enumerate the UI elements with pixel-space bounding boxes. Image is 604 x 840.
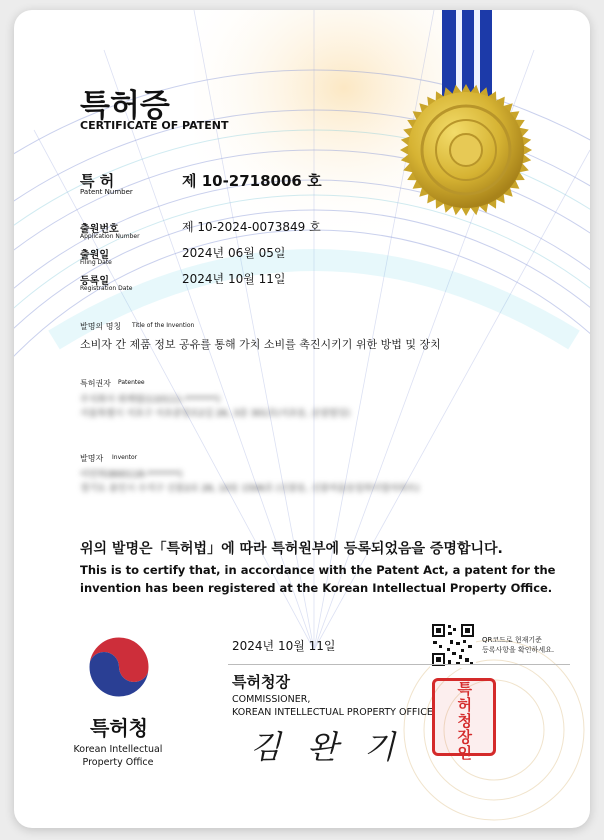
- application-label-en: Application Number: [80, 233, 140, 240]
- invention-label-en: Title of the Invention: [132, 322, 195, 329]
- inventor-label-en: Inventor: [112, 454, 138, 461]
- kipo-taegeuk-logo-icon: [84, 632, 154, 702]
- patentee-name: 주식회사 위캐릴(110111-*******): [80, 395, 220, 405]
- qr-note-1: QR코드로 현재기준: [482, 636, 542, 644]
- official-red-stamp: [432, 678, 496, 761]
- qr-code-icon[interactable]: [430, 622, 476, 668]
- gold-seal: [400, 84, 532, 216]
- invention-title: 소비자 간 제품 정보 공유를 통해 가치 소비를 촉진시키기 위한 방법 및 장치: [80, 338, 441, 351]
- patentee-label-ko: 특허권자: [80, 379, 111, 388]
- patent-number-label-ko: 특 허: [80, 172, 115, 190]
- office-name-en-2: Property Office: [82, 757, 154, 768]
- inventor-address: 경기도 용인시 수지구 신봉2로 26, 10동 1506호 (신봉동, 신봉마을동일하이빌아파트): [80, 484, 420, 494]
- commissioner-signature: 김 완 기: [250, 728, 404, 766]
- filing-label-en: Filing Date: [80, 259, 112, 266]
- filing-label-ko: 출원일: [80, 250, 109, 261]
- signature-divider: [228, 664, 570, 665]
- certification-statement-en-2: invention has been registered at the Korean Intellectual Property Office.: [80, 581, 553, 595]
- commissioner-title-en-1: COMMISSIONER,: [232, 694, 311, 705]
- certificate-title-en: CERTIFICATE OF PATENT: [80, 119, 229, 132]
- registration-label-ko: 등록일: [80, 276, 109, 287]
- office-logo-text: 특허청: [90, 716, 148, 740]
- application-label-ko: 출원번호: [80, 224, 119, 235]
- inventor-label-ko: 발명자: [80, 454, 104, 463]
- patentee-address: 서울특별시 서초구 서초중앙로2길 26, 3층 301호(서초동, 운암빌딩): [80, 409, 350, 419]
- commissioner-title-en-2: KOREAN INTELLECTUAL PROPERTY OFFICE: [232, 707, 433, 718]
- certification-statement-ko: 위의 발명은「특허법」에 따라 특허원부에 등록되었음을 증명합니다.: [80, 541, 503, 557]
- office-name-en-1: Korean Intellectual: [73, 744, 163, 755]
- filing-date-value: 2024년 06월 05일: [182, 246, 286, 260]
- issue-date: 2024년 10월 11일: [232, 639, 336, 653]
- invention-label-ko: 발명의 명칭: [80, 322, 122, 331]
- registration-date-value: 2024년 10월 11일: [182, 272, 286, 286]
- patent-number-value: 제 10-2718006 호: [182, 172, 322, 190]
- patent-number-label-en: Patent Number: [80, 188, 133, 196]
- qr-note-2: 등록사항을 확인하세요.: [482, 646, 555, 654]
- inventor-name: 이민하(800118-*******): [80, 470, 183, 480]
- commissioner-title-ko: 특허청장: [232, 673, 290, 691]
- certificate-title-ko: 특허증: [80, 88, 170, 124]
- patentee-label-en: Patentee: [118, 379, 145, 386]
- application-number-value: 제 10-2024-0073849 호: [182, 220, 321, 234]
- stamp-text: 특허청장인: [455, 681, 474, 761]
- security-background: [14, 10, 590, 828]
- certificate-card: [14, 10, 590, 828]
- registration-label-en: Registration Date: [80, 285, 133, 292]
- certification-statement-en-1: This is to certify that, in accordance with the Patent Act, a patent for the: [80, 563, 556, 577]
